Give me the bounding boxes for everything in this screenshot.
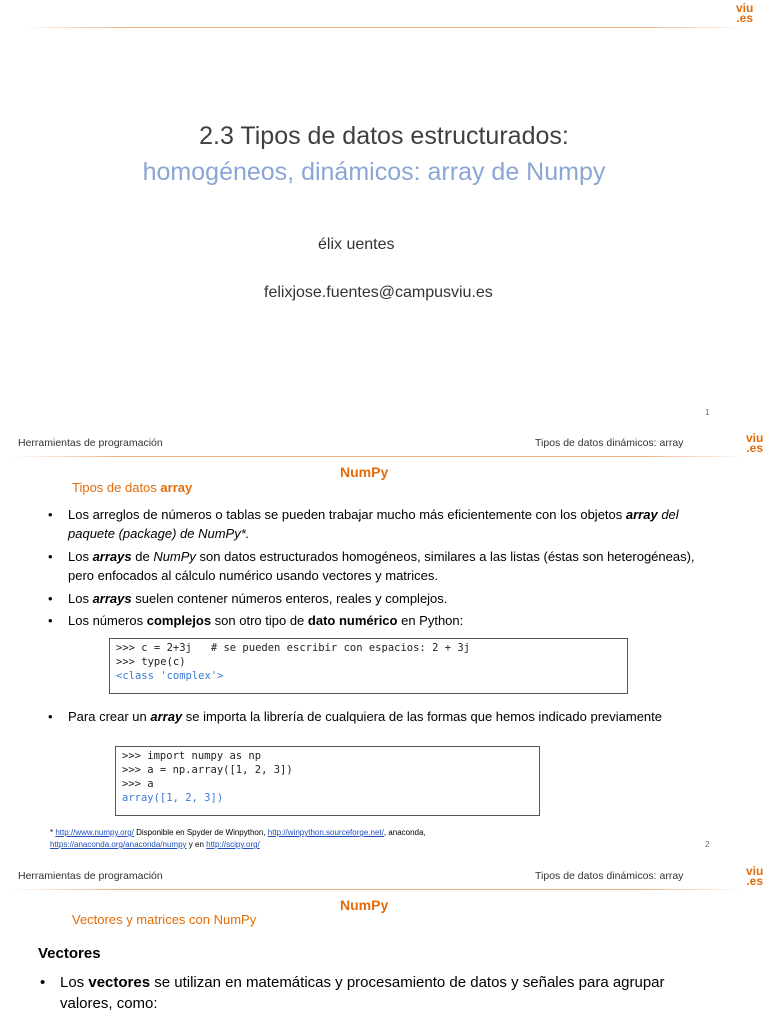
code-block-complex: >>> c = 2+3j # se pueden escribir con espacios: 2 + 3j >>> type(c) <class 'complex'>: [109, 638, 628, 694]
footnote: * http://www.numpy.org/ Disponible en Spyder de Winpython, http://winpython.sourceforge.net/, anaconda, https://anaconda.org/anaconda/numpy y en http://scipy.org/: [50, 828, 426, 849]
viu-logo: viu .es: [736, 1, 754, 25]
header-topic: Tipos de datos dinámicos: array: [535, 870, 684, 882]
page-number: 2: [705, 840, 710, 849]
header-rule: [10, 456, 748, 457]
page-number: 1: [705, 408, 710, 417]
list-item: • Los arreglos de números o tablas se pueden trabajar mucho más eficientemente con los objetos array del paquete (package) de NumPy*.: [68, 505, 708, 543]
header-topic: Tipos de datos dinámicos: array: [535, 437, 684, 449]
list-item: • Los vectores se utilizan en matemáticas y procesamiento de datos y señales para agrupar valores, como:: [60, 972, 720, 1014]
slide-subheading: Tipos de datos array: [72, 480, 193, 495]
list-item: • Los arrays suelen contener números enteros, reales y complejos.: [68, 589, 708, 608]
slide-title: 2.3 Tipos de datos estructurados:: [199, 122, 569, 150]
link-winpython[interactable]: http://winpython.sourceforge.net/: [267, 828, 384, 837]
viu-logo: viu .es: [746, 864, 764, 888]
header-rule: [10, 889, 748, 890]
list-item: • Los números complejos son otro tipo de dato numérico en Python:: [68, 611, 708, 630]
slide-heading: NumPy: [340, 897, 389, 913]
code-block-numpy: >>> import numpy as np >>> a = np.array([1, 2, 3]) >>> a array([1, 2, 3]): [115, 746, 540, 816]
link-numpy[interactable]: http://www.numpy.org/: [55, 828, 134, 837]
header-course: Herramientas de programación: [18, 870, 163, 882]
author-email: felixjose.fuentes@campusviu.es: [264, 284, 493, 301]
list-item: • Los arrays de NumPy son datos estructurados homogéneos, similares a las listas (éstas son heterogéneas), pero enfocados al cálculo numérico usando vectores y matrices.: [68, 547, 708, 585]
link-anaconda[interactable]: https://anaconda.org/anaconda/numpy: [50, 840, 187, 849]
section-title: Vectores: [38, 945, 101, 962]
author-name: élix uentes: [318, 236, 395, 253]
list-item: • Para crear un array se importa la librería de cualquiera de las formas que hemos indicado previamente: [68, 707, 708, 726]
viu-logo: viu .es: [746, 431, 764, 455]
slide-subheading: Vectores y matrices con NumPy: [72, 912, 257, 927]
header-rule: [20, 27, 748, 28]
bullet-list: [68, 505, 708, 630]
slide-heading: NumPy: [340, 464, 389, 480]
bullet-list: [60, 972, 720, 1014]
header-course: Herramientas de programación: [18, 437, 163, 449]
bullet-list: [68, 707, 708, 726]
link-scipy[interactable]: http://scipy.org/: [206, 840, 260, 849]
slide-subtitle: homogéneos, dinámicos: array de Numpy: [142, 158, 606, 186]
